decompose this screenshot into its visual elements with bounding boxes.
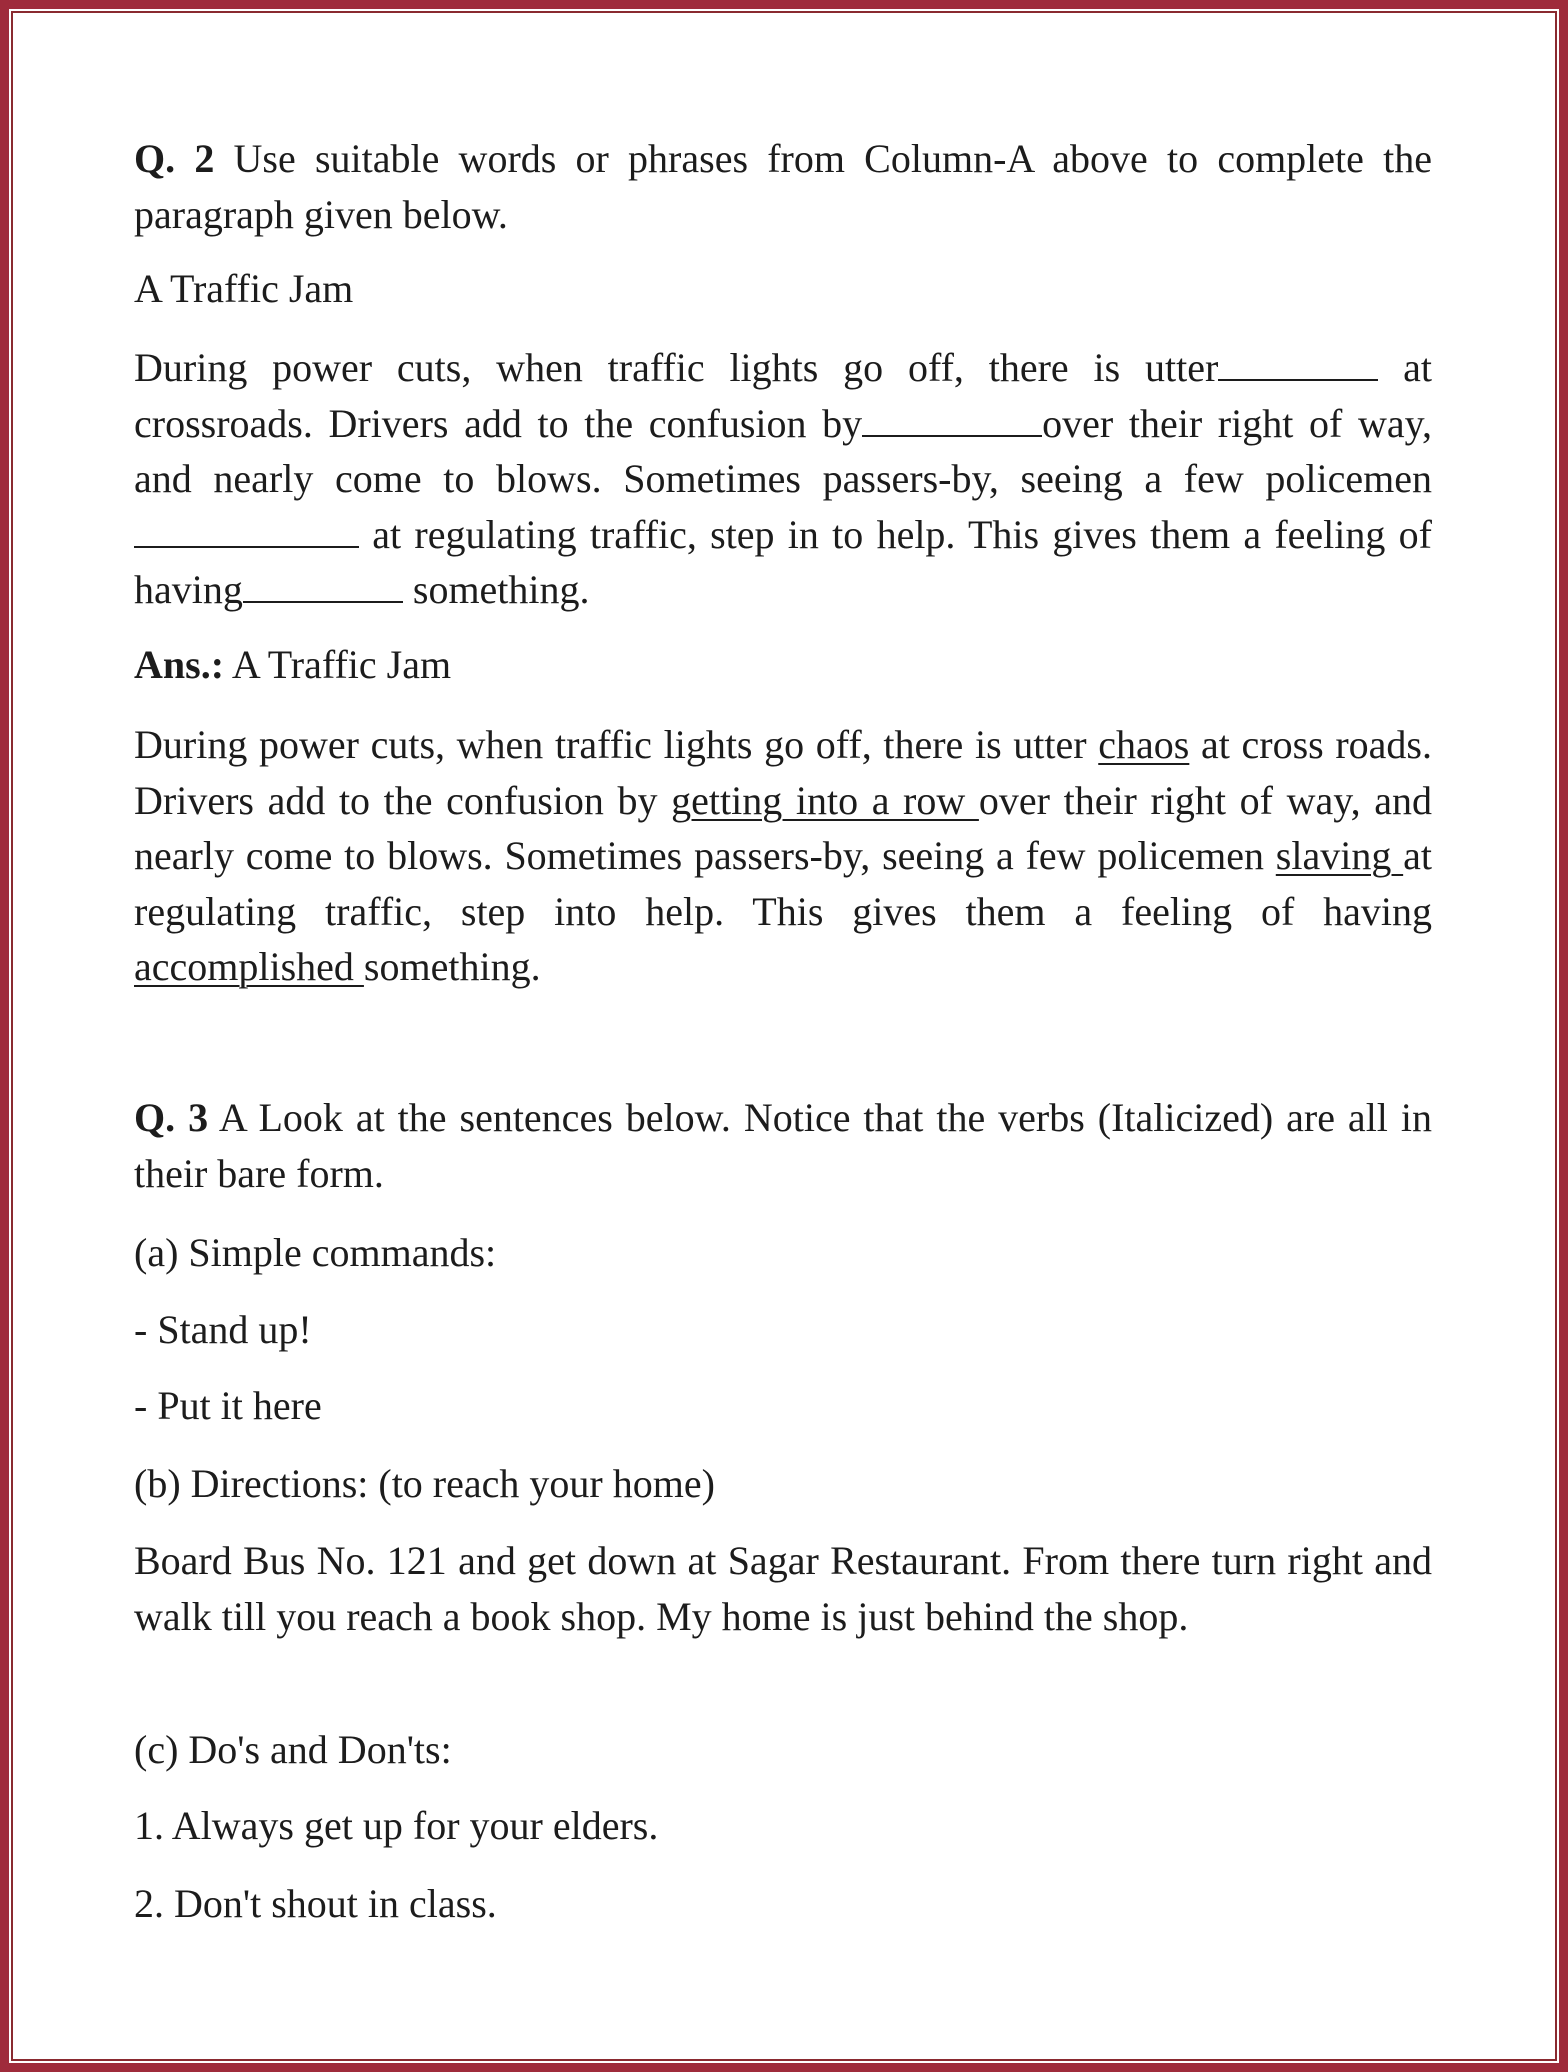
q3-b-text: Board Bus No. 121 and get down at Sagar Restaurant. From there turn right and walk till you reach a book shop. My home is just behind the shop. (134, 1538, 1432, 1639)
q2-paragraph: During power cuts, when traffic lights go off, there is utter at crossroads. Drivers add to the confusion by over their right of way, and nearly come to blows. Sometimes passers-by, seeing a few policemen at regulating traffic, step in to help. This gives them a feeling of having something. (134, 345, 1433, 612)
answer-paragraph: During power cuts, when traffic lights go off, there is utter chaos at cross roads. Drivers add to the confusion by getting into a row over their right of way, and nearly come to blows. Sometimes passers-by, seeing a few policemen slaving at regulating traffic, step into help. This gives them a feeling of having accomplished something. (134, 722, 1433, 989)
q3-a-heading: (a) Simple commands: (134, 1230, 497, 1275)
q3-c-heading: (c) Do's and Don'ts: (134, 1727, 452, 1772)
answer-4: accomplished (134, 944, 364, 989)
q3-a-item: - Put it here (134, 1383, 322, 1428)
blank-4 (243, 571, 403, 603)
blank-2 (862, 405, 1042, 437)
blank-3 (134, 516, 359, 548)
q2-prompt: Q. 2 Use suitable words or phrases from Column-A above to complete the paragraph given below. (134, 136, 1432, 237)
q2-title: A Traffic Jam (134, 266, 354, 311)
q2-label: Q. 2 (134, 136, 215, 181)
answer-3: slaving (1275, 833, 1404, 878)
q3-c-item: 1. Always get up for your elders. (134, 1803, 659, 1848)
q3-a-item: - Stand up! (134, 1307, 312, 1352)
answer-label: Ans.: (134, 642, 225, 687)
q3-c-item: 2. Don't shout in class. (134, 1881, 497, 1926)
answer-heading: Ans.: A Traffic Jam (134, 642, 452, 687)
q3-label: Q. 3 (134, 1095, 209, 1140)
answer-1: chaos (1098, 722, 1190, 767)
q3-b-heading: (b) Directions: (to reach your home) (134, 1461, 715, 1506)
blank-1 (1218, 349, 1378, 381)
q3-prompt: Q. 3 A Look at the sentences below. Notice that the verbs (Italicized) are all in their bare form. (134, 1095, 1432, 1196)
answer-2: getting into a row (671, 777, 979, 823)
